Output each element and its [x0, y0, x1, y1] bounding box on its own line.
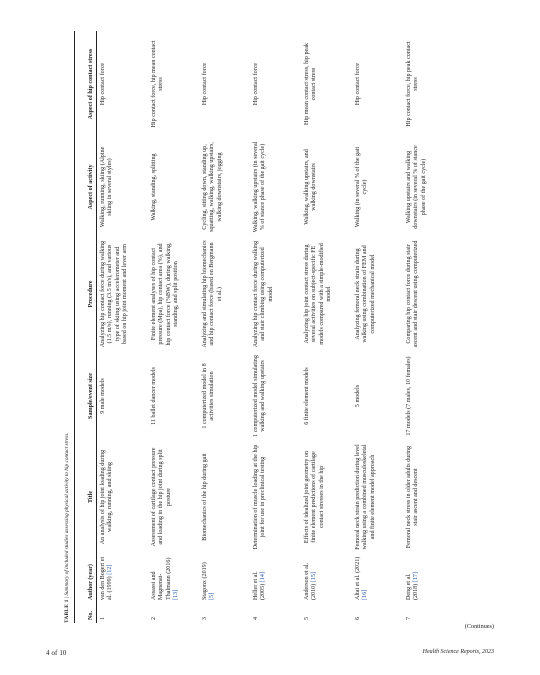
reference-link[interactable]: [12] — [107, 564, 114, 575]
cell-sample: 1 computerized model in 8 activities simulation — [202, 363, 216, 429]
cell-procedure: Comparing hip contact force during stair ascent and stair descent using computerized — [406, 240, 420, 348]
reference-link[interactable]: [16] — [362, 589, 369, 600]
cell-author — [301, 553, 352, 603]
cell-activity: Walking, walking upstairs (in several % of stance phase of the gait cycle) — [253, 141, 267, 233]
cell-title: Effects of idealized joint geometry on finite element predictions of cartilage contact stresses in the hip — [304, 450, 325, 544]
cell-no: 4 — [253, 616, 259, 620]
cell-stress: Hip contact force — [355, 62, 361, 106]
header-stress: Aspect of hip contact stress — [87, 48, 94, 120]
table-row — [403, 31, 454, 623]
cell-no: 6 — [355, 616, 361, 620]
header-procedure: Procedure — [87, 280, 94, 308]
cell-activity: Walking (in several % of the gait cycle) — [355, 146, 369, 228]
cell-procedure: Analyzing hip contact force during walking (1.5 m/s), running (3.5 m/s), and various type of skiing using accelerometer and based on hip joint moment and lever arm — [100, 240, 129, 348]
author-name: van den Bogert et al. (1999) — [100, 556, 114, 600]
table-row — [148, 31, 199, 623]
author-name: Altai et al. (2021) — [355, 556, 361, 600]
cell-author — [352, 553, 403, 603]
journal-footer: Health Science Reports, 2023 — [422, 649, 494, 655]
header-activity: Aspect of activity — [87, 164, 94, 210]
cell-stress: Hip contact force — [202, 62, 208, 106]
cell-activity: Walking, standing, splitting — [151, 153, 157, 221]
cell-title: An analysis of hip joint loading during walking, running, and skiing — [100, 449, 114, 545]
cell-sample: 1 computerized model simulating walking and walking upstairs — [253, 355, 267, 437]
cell-title: Assessment of cartilage contact pressure and loading in the hip joint during split posture — [151, 447, 172, 547]
cell-author — [97, 553, 149, 603]
author-name: Assassi and Magnenat-Thalmann (2016) — [151, 557, 172, 600]
cell-activity: Cycling, sitting down, standing up, squatting, walking, walking upstairs, walking downstairs, jogging — [202, 142, 223, 232]
cell-title: Femoral neck strain prediction during level walking using a combined musculoskeletal and finite element model approach — [355, 444, 376, 550]
cell-title: Determination of muscle loading at the hip joint for use in preclinical testing — [253, 444, 267, 550]
author-name: Anderson et al. (2010) — [304, 562, 318, 600]
table-caption-sep: | — [64, 596, 70, 599]
cell-procedure: Analyzing femoral neck strain during walking using combination of FEM and computerized mechanical model — [355, 245, 376, 343]
page-number: 4 of 10 — [46, 649, 67, 657]
cell-sample: 6 finite element models — [304, 367, 310, 425]
cell-no: 2 — [151, 616, 157, 620]
studies-table — [74, 31, 454, 623]
author-name: Deng et al. (2018) — [406, 573, 420, 600]
cell-stress: Hip mean contact stress, hip peak contact stress — [304, 43, 318, 125]
table-caption-text: Summary of included studies assessing physical activity to hip contact stress. — [64, 432, 70, 596]
cell-author — [403, 553, 454, 603]
cell-procedure: Analyzing and simulating hip biomechanics and hip contact force (based on Bergmann et al.) — [202, 240, 223, 348]
header-no: No. — [87, 611, 94, 620]
cell-activity: Walking upstairs and walking downstairs (in several % of stance phase of the gait cycle) — [406, 145, 427, 229]
cell-title: Femoral neck stress in older adults during stair ascent and descent — [406, 445, 420, 549]
cell-stress: Hip contact force, hip mean contact stress — [151, 40, 165, 128]
cell-no: 3 — [202, 616, 208, 620]
cell-stress: Hip contact force — [253, 62, 259, 106]
author-name: Heller et al. (2005) — [253, 571, 267, 600]
table-row — [199, 31, 250, 623]
cell-sample: 17 models (7 males, 10 females) — [406, 356, 412, 436]
cell-author — [199, 553, 250, 603]
table-row — [301, 31, 352, 623]
cell-sample: 5 models — [355, 384, 361, 408]
cell-title: Biomechanics of the hip during gait — [202, 453, 208, 541]
table-row — [97, 31, 149, 623]
table-row — [352, 31, 403, 623]
reference-link[interactable]: [15] — [311, 572, 318, 583]
reference-link[interactable]: [14] — [260, 572, 267, 583]
table-row — [250, 31, 301, 623]
cell-procedure: Analyzing hip contact force during walking and stair climbing using computerized model — [253, 240, 274, 348]
header-author: Author (year) — [87, 564, 94, 600]
cell-sample: 11 ballet dancer models — [151, 367, 157, 425]
cell-sample: 9 male models — [100, 378, 106, 414]
reference-link[interactable]: [5] — [209, 592, 216, 600]
cell-procedure: Analyzing hip joint contact stress during several activities on subject-specific FE models compared with a simple-modified model — [304, 243, 333, 345]
header-title: Title — [87, 490, 94, 504]
table-caption — [60, 31, 74, 623]
table-caption-label: TABLE 1 — [64, 599, 70, 623]
cell-stress: Hip contact force — [100, 62, 106, 106]
rotated-table-region — [60, 31, 508, 623]
cell-activity: Walking, running, skiing (Alpine skiing in several styles) — [100, 146, 114, 228]
cell-stress: Hip contact force, hip peak contact stress — [406, 41, 420, 127]
header-sample: Sample/event size — [87, 373, 94, 419]
continues-note: (Continues) — [464, 623, 494, 630]
author-name: Stagonx (2019) — [202, 562, 208, 600]
table-header-row — [75, 31, 97, 623]
cell-no: 7 — [406, 616, 412, 620]
cell-activity: Walking, walking upstairs, and walking downstairs — [304, 149, 318, 225]
cell-procedure: Finite element analyses of hip contact pressure (Mpa), hip contact area (%), and hip contact force (%BW), during walking, standing, and split position — [151, 242, 180, 346]
cell-author — [250, 553, 301, 603]
reference-link[interactable]: [17] — [413, 572, 420, 583]
cell-no: 1 — [100, 616, 106, 620]
cell-author — [148, 553, 199, 603]
reference-link[interactable]: [13] — [173, 589, 180, 600]
cell-no: 5 — [304, 616, 310, 620]
